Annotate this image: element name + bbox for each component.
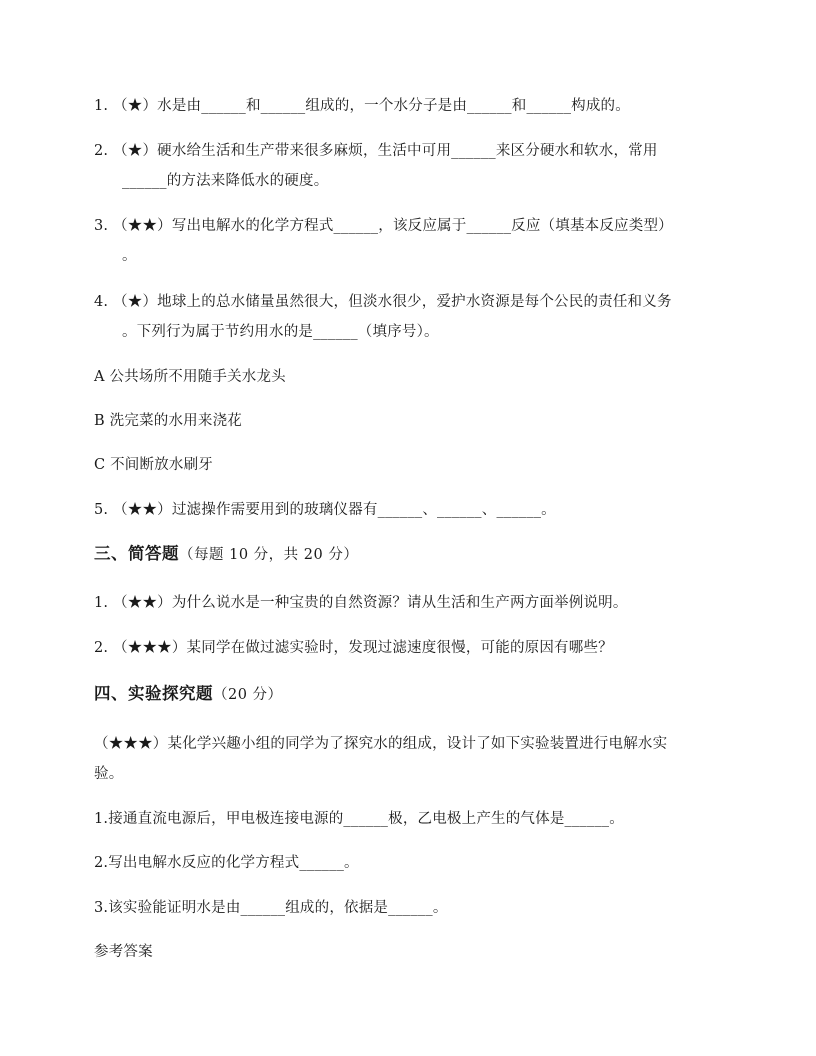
- question-4-line-1: 4. （★）地球上的总水储量虽然很大，但淡水很少，爱护水资源是每个公民的责任和义务: [94, 294, 672, 310]
- section-3-heading: [94, 544, 358, 565]
- experiment-intro-line-2: 验。: [94, 766, 124, 782]
- short-answer-2: 2. （★★★）某同学在做过滤实验时，发现过滤速度很慢，可能的原因有哪些？: [94, 640, 613, 656]
- experiment-question-2: 2.写出电解水反应的化学方程式______。: [94, 855, 359, 871]
- option-b: B 洗完菜的水用来浇花: [94, 413, 242, 429]
- option-c: C 不间断放水刷牙: [94, 457, 214, 473]
- section-3-note: （每题 10 分，共 20 分）: [179, 547, 359, 563]
- section-4-heading: [94, 684, 283, 705]
- question-4-line-2: 。下列行为属于节约用水的是______（填序号）。: [122, 324, 439, 340]
- experiment-question-3: 3.该实验能证明水是由______组成的，依据是______。: [94, 900, 448, 916]
- short-answer-1: 1. （★★）为什么说水是一种宝贵的自然资源？请从生活和生产两方面举例说明。: [94, 595, 628, 611]
- section-4-title: 四、实验探究题: [94, 684, 213, 703]
- question-2-line-1: 2. （★）硬水给生活和生产带来很多麻烦，生活中可用______来区分硬水和软水，常用: [94, 143, 658, 159]
- question-3-line-2: 。: [122, 248, 137, 264]
- section-3-title: 三、简答题: [94, 544, 179, 563]
- answer-heading: 参考答案: [94, 944, 153, 960]
- section-4-note: （20 分）: [213, 687, 283, 703]
- question-3-line-1: 3. （★★）写出电解水的化学方程式______，该反应属于______反应（填基本反应类型）: [94, 218, 673, 234]
- experiment-intro-line-1: （★★★）某化学兴趣小组的同学为了探究水的组成，设计了如下实验装置进行电解水实: [94, 736, 668, 752]
- option-a: A 公共场所不用随手关水龙头: [94, 369, 286, 385]
- question-5: 5. （★★）过滤操作需要用到的玻璃仪器有______、______、______。: [94, 502, 556, 518]
- question-1: 1. （★）水是由______和______组成的，一个水分子是由______和______构成的。: [94, 98, 630, 114]
- question-2-line-2: ______的方法来降低水的硬度。: [122, 173, 329, 189]
- experiment-question-1: 1.接通直流电源后，甲电极连接电源的______极，乙电极上产生的气体是______。: [94, 811, 624, 827]
